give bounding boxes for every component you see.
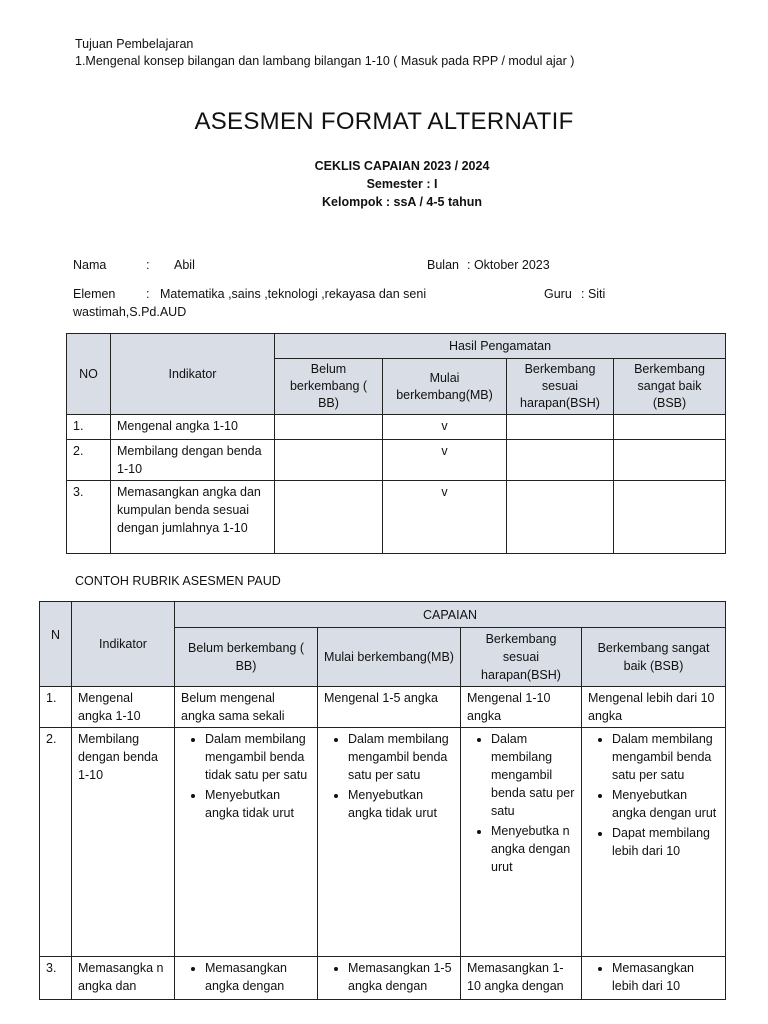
rubric-table bbox=[39, 601, 726, 1000]
rubric-header-mb: Mulai berkembang(MB) bbox=[318, 628, 461, 687]
rubric-cell-mb bbox=[318, 728, 461, 957]
rubric-header-bsb: Berkembang sangat baik (BSB) bbox=[582, 628, 726, 687]
checklist-table bbox=[66, 333, 726, 554]
checklist-cell-mb: v bbox=[383, 415, 507, 440]
list-item: • Dalam membilang mengambil benda satu per satu bbox=[491, 730, 575, 820]
guru-value-continued: wastimah,S.Pd.AUD bbox=[73, 305, 187, 319]
checklist-header-bsh: Berkembang sesuai harapan(BSH) bbox=[507, 359, 614, 415]
table-row bbox=[40, 728, 726, 957]
checklist-cell-mb: v bbox=[383, 440, 507, 481]
rubric-cell-bsh bbox=[461, 728, 582, 957]
rubric-cell-mb: Mengenal 1-5 angka bbox=[318, 687, 461, 728]
rubric-cell-bsb: Mengenal lebih dari 10 angka bbox=[582, 687, 726, 728]
list-item: • Menyebutkan angka dengan urut bbox=[612, 786, 719, 822]
rubric-cell-no: 1. bbox=[40, 687, 72, 728]
rubric-title: CONTOH RUBRIK ASESMEN PAUD bbox=[75, 574, 281, 588]
guru-value: : Siti bbox=[581, 287, 606, 301]
checklist-cell-no: 2. bbox=[67, 440, 111, 481]
checklist-cell-bb bbox=[275, 415, 383, 440]
list-item: • Dalam membilang mengambil benda tidak satu per satu bbox=[205, 730, 311, 784]
intro-heading: Tujuan Pembelajaran bbox=[75, 37, 194, 51]
nama-separator: : bbox=[146, 258, 150, 272]
rubric-cell-no: 2. bbox=[40, 728, 72, 957]
checklist-header-hasil: Hasil Pengamatan bbox=[275, 334, 726, 359]
rubric-header-capaian: CAPAIAN bbox=[175, 602, 726, 628]
rubric-cell-bb bbox=[175, 957, 318, 1000]
subtitle bbox=[0, 157, 768, 211]
intro bbox=[75, 36, 574, 70]
rubric-cell-bsb bbox=[582, 957, 726, 1000]
bulan-label: Bulan bbox=[427, 258, 459, 272]
subtitle-line-2: Semester : I bbox=[366, 177, 438, 191]
list-item: • Dapat membilang lebih dari 10 bbox=[612, 824, 719, 860]
list-item: • Memasangkan 1-5 angka dengan bbox=[348, 959, 454, 995]
list-item: • Dalam membilang mengambil benda satu per satu bbox=[612, 730, 719, 784]
rubric-cell-bsb bbox=[582, 728, 726, 957]
checklist-cell-bsb bbox=[614, 440, 726, 481]
list-item: • Dalam membilang mengambil benda satu per satu bbox=[348, 730, 454, 784]
checklist-cell-no: 3. bbox=[67, 481, 111, 554]
rubric-header-bsh: Berkembang sesuai harapan(BSH) bbox=[461, 628, 582, 687]
rubric-cell-indikator: Membilang dengan benda 1-10 bbox=[72, 728, 175, 957]
list-item: • Menyebutkan angka tidak urut bbox=[348, 786, 454, 822]
nama-value: Abil bbox=[174, 258, 195, 272]
table-row bbox=[40, 957, 726, 1000]
checklist-cell-bsh bbox=[507, 440, 614, 481]
checklist-header-bb: Belum berkembang ( BB) bbox=[275, 359, 383, 415]
subtitle-line-3: Kelompok : ssA / 4-5 tahun bbox=[322, 195, 482, 209]
checklist-cell-indikator: Membilang dengan benda 1-10 bbox=[111, 440, 275, 481]
rubric-cell-bb: Belum mengenal angka sama sekali bbox=[175, 687, 318, 728]
checklist-cell-bsb bbox=[614, 415, 726, 440]
list-item: • Memasangkan lebih dari 10 bbox=[612, 959, 719, 995]
table-row bbox=[40, 687, 726, 728]
elemen-label: Elemen bbox=[73, 287, 116, 301]
checklist-cell-bsb bbox=[614, 481, 726, 554]
rubric-header-no: N bbox=[40, 602, 72, 687]
table-row bbox=[67, 440, 726, 481]
checklist-header-mb: Mulai berkembang(MB) bbox=[383, 359, 507, 415]
list-item: • Menyebutkan angka tidak urut bbox=[205, 786, 311, 822]
page-title: ASESMEN FORMAT ALTERNATIF bbox=[194, 108, 574, 135]
intro-objective: 1.Mengenal konsep bilangan dan lambang bilangan 1-10 ( Masuk pada RPP / modul ajar ) bbox=[75, 54, 575, 68]
elemen-separator: : bbox=[146, 287, 150, 301]
checklist-cell-bsh bbox=[507, 481, 614, 554]
checklist-cell-indikator: Memasangkan angka dan kumpulan benda sesuai dengan jumlahnya 1-10 bbox=[111, 481, 275, 554]
rubric-cell-bsh: Mengenal 1-10 angka bbox=[461, 687, 582, 728]
checklist-cell-no: 1. bbox=[67, 415, 111, 440]
checklist-cell-indikator: Mengenal angka 1-10 bbox=[111, 415, 275, 440]
rubric-cell-no: 3. bbox=[40, 957, 72, 1000]
rubric-header-bb: Belum berkembang ( BB) bbox=[175, 628, 318, 687]
checklist-cell-bb bbox=[275, 481, 383, 554]
rubric-cell-indikator: Memasangka n angka dan bbox=[72, 957, 175, 1000]
checklist-cell-bb bbox=[275, 440, 383, 481]
table-row bbox=[67, 415, 726, 440]
rubric-cell-mb bbox=[318, 957, 461, 1000]
guru-label: Guru bbox=[544, 287, 572, 301]
checklist-header-bsb: Berkembang sangat baik (BSB) bbox=[614, 359, 726, 415]
checklist-header-no: NO bbox=[67, 334, 111, 415]
rubric-header-indikator: Indikator bbox=[72, 602, 175, 687]
subtitle-line-1: CEKLIS CAPAIAN 2023 / 2024 bbox=[314, 159, 490, 173]
bulan-value: : Oktober 2023 bbox=[467, 258, 550, 272]
list-item: • Memasangkan angka dengan bbox=[205, 959, 311, 995]
rubric-cell-bsh: Memasangkan 1-10 angka dengan bbox=[461, 957, 582, 1000]
table-row bbox=[67, 481, 726, 554]
checklist-cell-bsh bbox=[507, 415, 614, 440]
rubric-cell-bb bbox=[175, 728, 318, 957]
list-item: • Menyebutka n angka dengan urut bbox=[491, 822, 575, 876]
checklist-header-indikator: Indikator bbox=[111, 334, 275, 415]
checklist-cell-mb: v bbox=[383, 481, 507, 554]
rubric-cell-indikator: Mengenal angka 1-10 bbox=[72, 687, 175, 728]
nama-label: Nama bbox=[73, 258, 107, 272]
elemen-value: Matematika ,sains ,teknologi ,rekayasa dan seni bbox=[160, 287, 427, 301]
